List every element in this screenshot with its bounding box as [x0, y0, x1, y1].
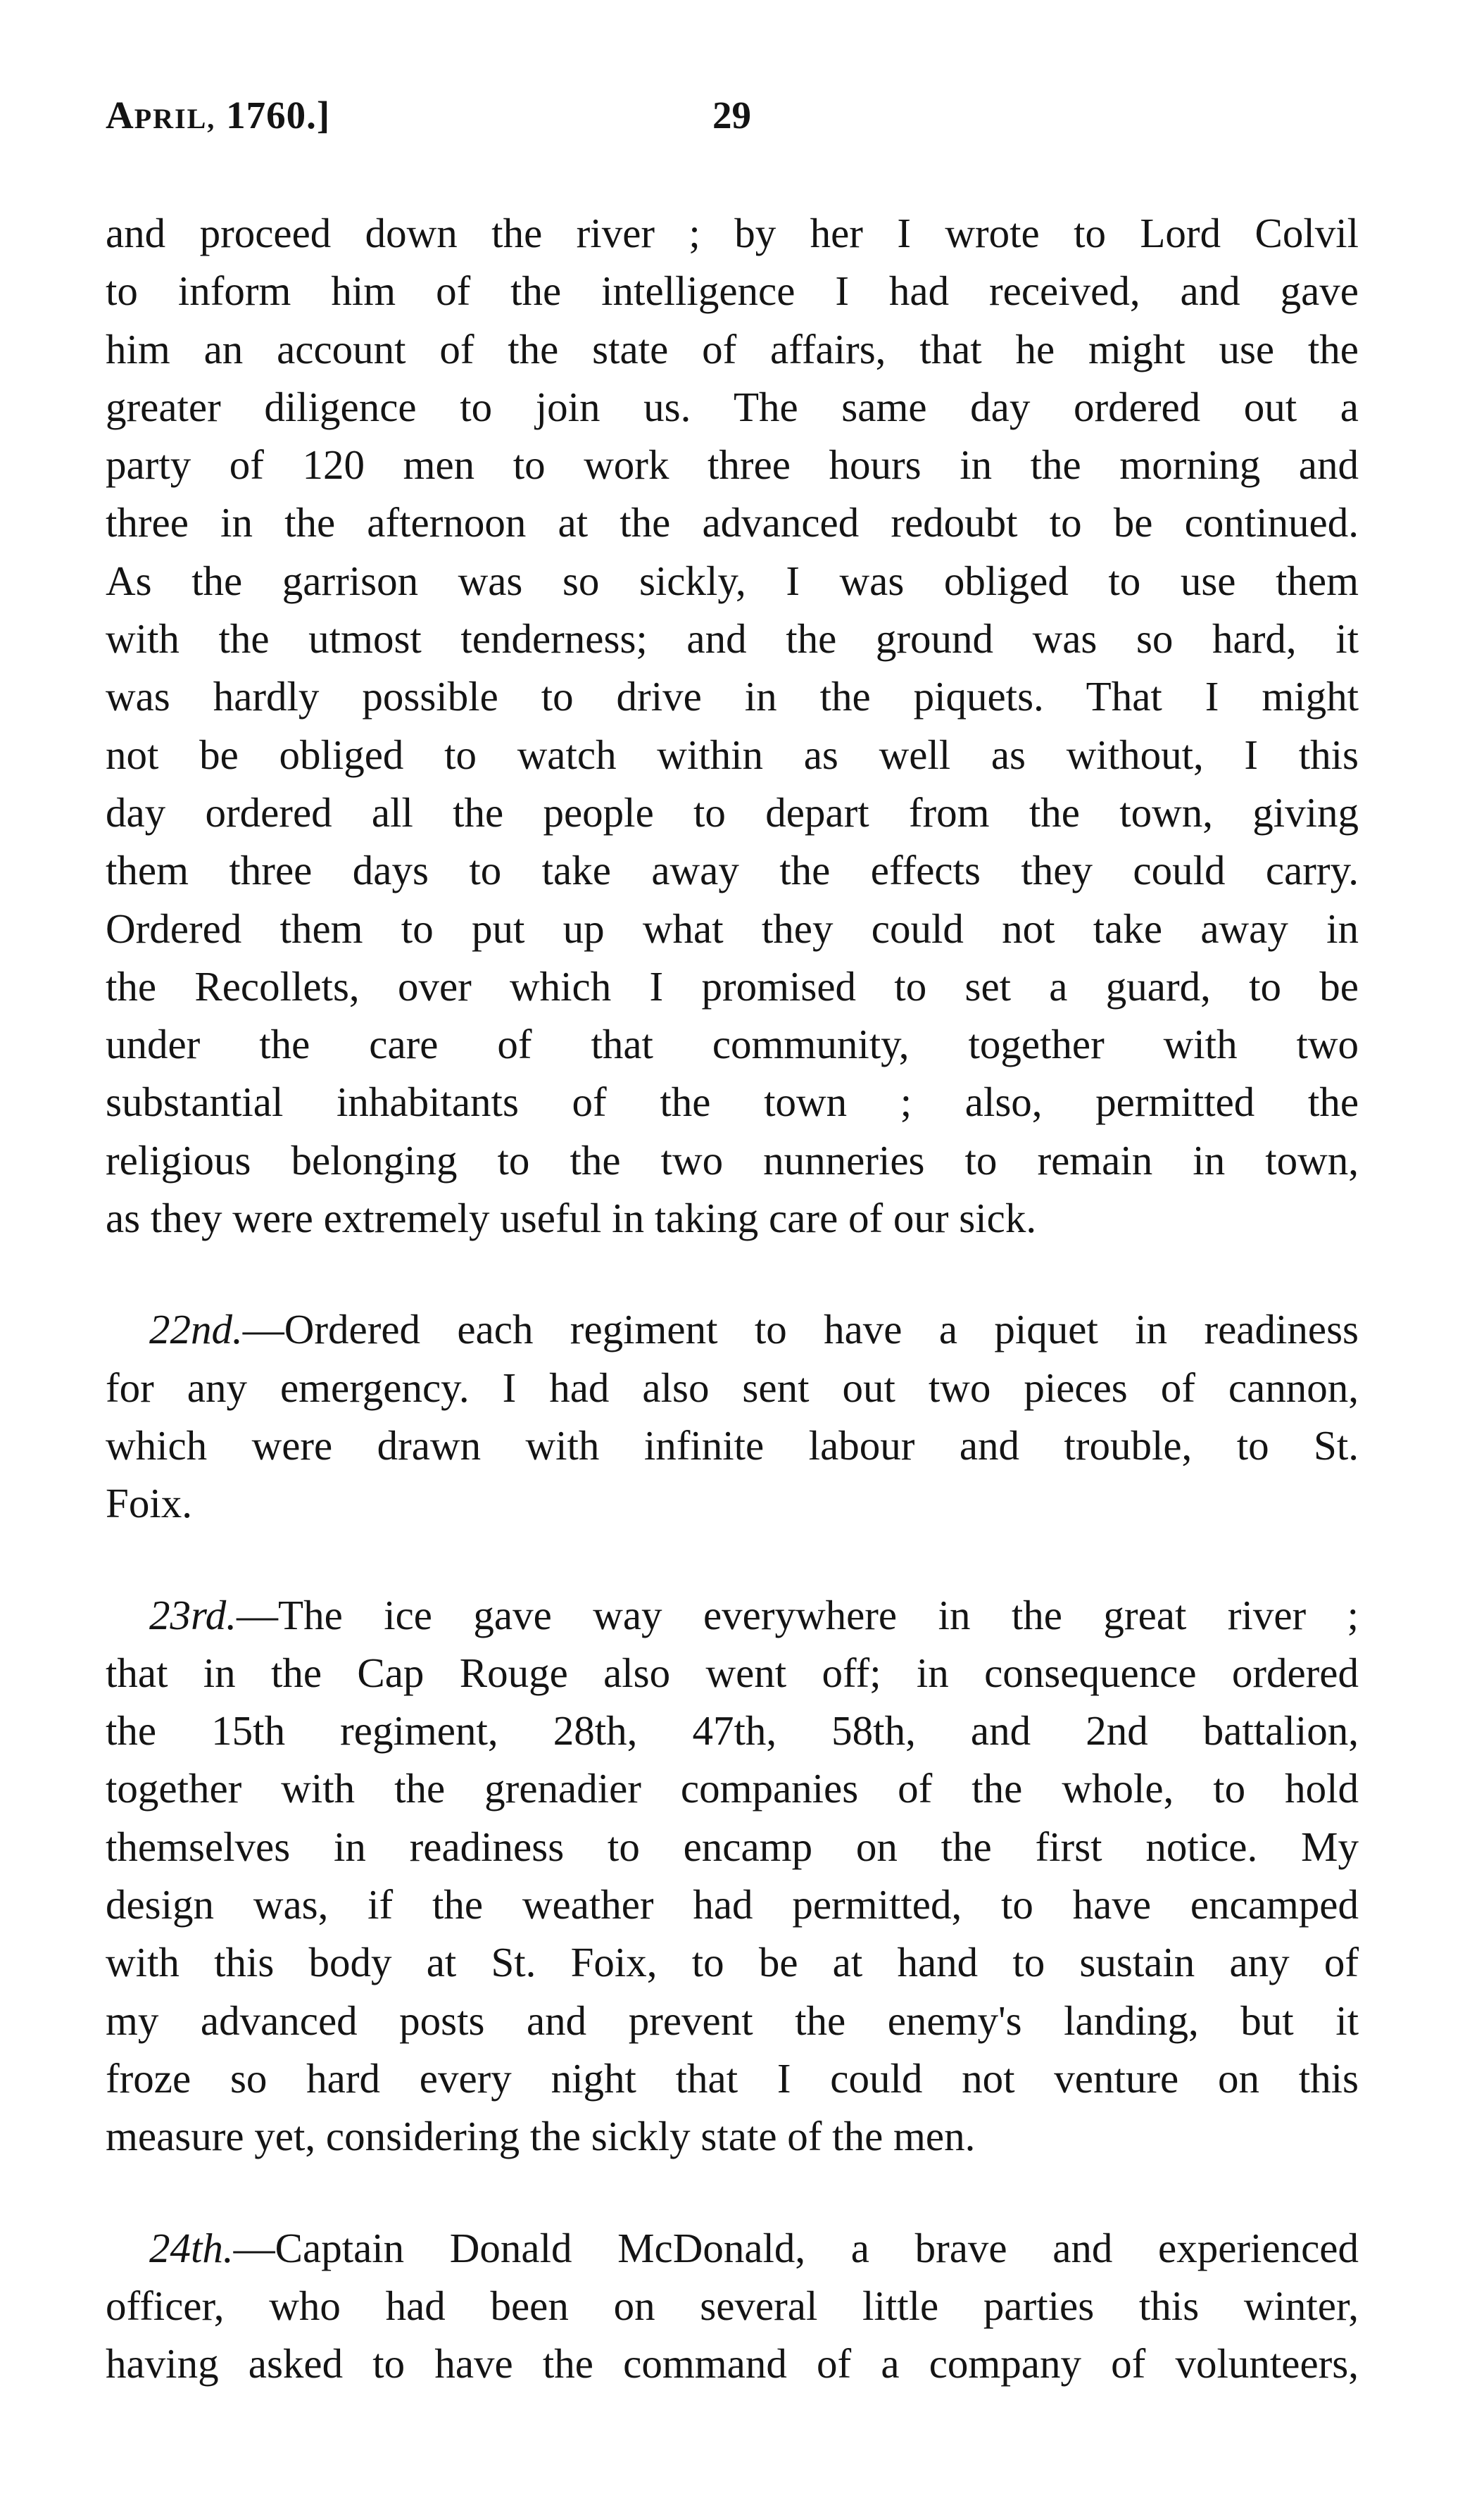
- text-line: substantial inhabitants of the town ; also, permitted the: [106, 1079, 1359, 1126]
- text-line: froze so hard every night that I could not venture on this: [106, 2054, 1359, 2102]
- text-line: three in the afternoon at the advanced redoubt to be continued.: [106, 499, 1359, 546]
- text-line: to inform him of the intelligence I had received, and gave: [106, 268, 1359, 315]
- text-line: Ordered them to put up what they could not take away in: [106, 905, 1359, 952]
- entry-24th: [106, 2219, 1359, 2393]
- text-line: as they were extremely useful in taking care of our sick.: [106, 1195, 1037, 1242]
- running-head: [106, 93, 330, 137]
- text-line: was hardly possible to drive in the piquets. That I might: [106, 673, 1359, 720]
- text-line: day ordered all the people to depart from the town, giving: [106, 789, 1359, 836]
- text-line: not be obliged to watch within as well as without, I this: [106, 731, 1359, 778]
- text-line: the 15th regiment, 28th, 47th, 58th, and 2nd battalion,: [106, 1707, 1359, 1754]
- text-line: themselves in readiness to encamp on the first notice. My: [106, 1823, 1359, 1870]
- text-line: design was, if the weather had permitted, to have encamped: [106, 1881, 1359, 1928]
- text-line: the Recollets, over which I promised to set a guard, to be: [106, 962, 1359, 1010]
- text-line: and proceed down the river ; by her I wrote to Lord Colvil: [106, 210, 1359, 256]
- entry-text: —Ordered each regiment to have a piquet in readiness: [242, 1306, 1359, 1353]
- text-line: that in the Cap Rouge also went off; in consequence ordered: [106, 1649, 1359, 1696]
- text-line: him an account of the state of affairs, that he might use the: [106, 325, 1359, 372]
- text-line: under the care of that community, together with two: [106, 1021, 1359, 1068]
- paragraph-continued: [106, 204, 1359, 1247]
- entry-text: —Captain Donald McDonald, a brave and experienced: [233, 2224, 1359, 2271]
- text-line: religious belonging to the two nunneries to remain in town,: [106, 1136, 1359, 1184]
- entry-text: —The ice gave way everywhere in the great river ;: [237, 1591, 1359, 1638]
- text-line: together with the grenadier companies of the whole, to hold: [106, 1765, 1359, 1812]
- entry-date: 22nd.: [149, 1306, 243, 1353]
- text-line: measure yet, considering the sickly state of the men.: [106, 2113, 976, 2160]
- running-head-smallcaps: PRIL,: [134, 103, 216, 134]
- text-line: for any emergency. I had also sent out two pieces of cannon,: [106, 1364, 1359, 1411]
- entry-date: 24th.: [149, 2224, 234, 2271]
- text-line: having asked to have the command of a company of volunteers,: [106, 2340, 1359, 2387]
- text-line: with this body at St. Foix, to be at hand to sustain any of: [106, 1939, 1359, 1986]
- text-line: [106, 2219, 1359, 2277]
- page-body: [106, 204, 1359, 2392]
- text-line: greater diligence to join us. The same day ordered out a: [106, 383, 1359, 430]
- text-line: with the utmost tenderness; and the ground was so hard, it: [106, 615, 1359, 663]
- text-line: my advanced posts and prevent the enemy's landing, but it: [106, 1997, 1359, 2044]
- running-head-date: 1760.]: [215, 94, 331, 137]
- entry-22nd: [106, 1300, 1359, 1532]
- entry-date: 23rd.: [149, 1591, 237, 1638]
- text-line: As the garrison was so sickly, I was obliged to use them: [106, 557, 1359, 604]
- text-line: them three days to take away the effects they could carry.: [106, 847, 1359, 894]
- text-line: [106, 1300, 1359, 1358]
- text-line: officer, who had been on several little parties this winter,: [106, 2282, 1359, 2329]
- text-line: which were drawn with infinite labour and trouble, to St.: [106, 1421, 1359, 1469]
- text-line: party of 120 men to work three hours in the morning and: [106, 441, 1359, 489]
- text-line: [106, 1586, 1359, 1644]
- running-head-initial: A: [106, 94, 134, 137]
- page-number: 29: [712, 94, 751, 137]
- text-line: Foix.: [106, 1480, 192, 1527]
- entry-23rd: [106, 1586, 1359, 2166]
- page-header: [106, 93, 1366, 149]
